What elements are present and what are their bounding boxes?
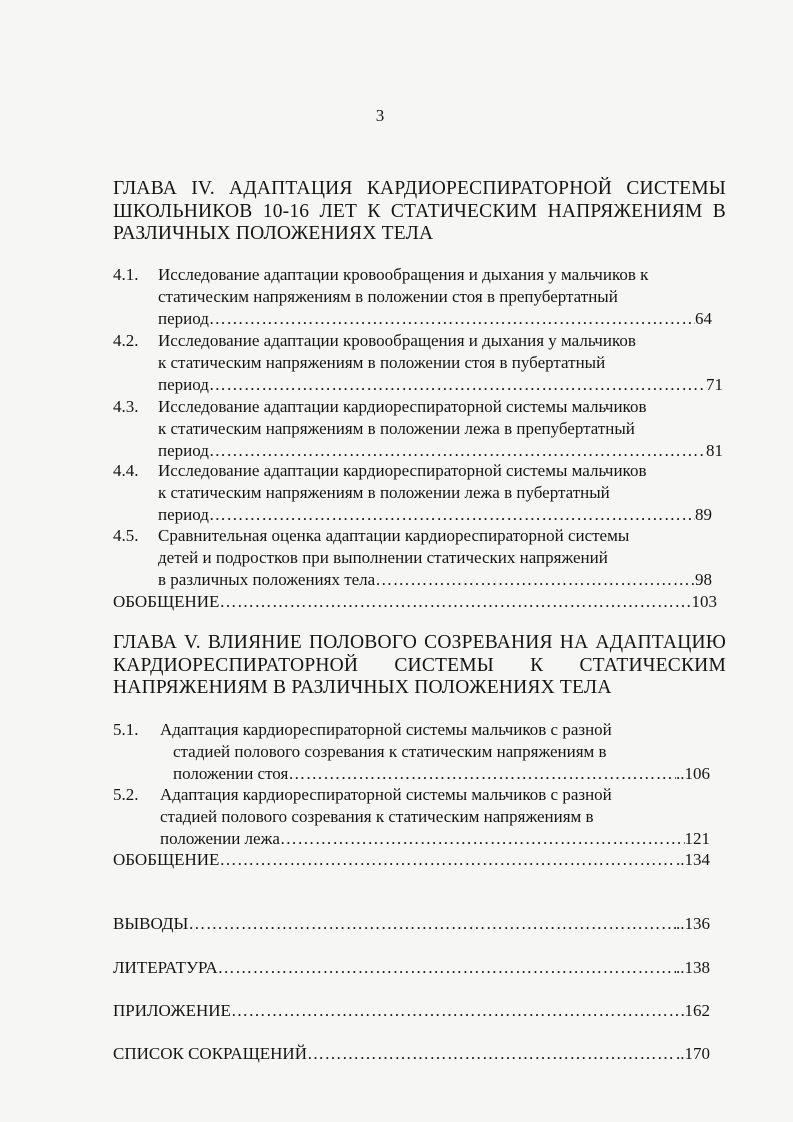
dot-leader [307,1043,676,1065]
chapter-4-title [113,178,726,246]
entry-number: 4.1. [113,265,139,284]
dot-leader [288,763,676,785]
entry-number: 4.3. [113,397,139,416]
entry-text: детей и подростков при выполнении статических напряжений [158,548,608,567]
chapter-4-title-line: ГЛАВА IV. АДАПТАЦИЯ КАРДИОРЕСПИРАТОРНОЙ СИСТЕМЫ [113,178,726,199]
page-ref: ..106 [676,764,710,783]
dot-leader [209,504,695,526]
entry-text: Адаптация кардиореспираторной системы мальчиков с разной [160,720,612,739]
page-ref: 121 [684,829,710,848]
page-ref: 81 [706,441,723,460]
entry-text: к статическим напряжениям в положении лежа в препубертатный [158,419,635,438]
back-matter-leader [113,913,710,935]
page-number: 3 [375,106,385,125]
entry-leader [160,828,710,850]
page-ref: 162 [684,1001,710,1020]
dot-leader [219,591,691,613]
page-ref: ..136 [676,914,710,933]
entry-text: статическим напряжениям в положении стоя в препубертатный [158,287,618,306]
entry-number: 4.2. [113,331,139,350]
chapter-4-title-line: ШКОЛЬНИКОВ 10-16 ЛЕТ К СТАТИЧЕСКИМ НАПРЯЖЕНИЯМ В [113,200,726,222]
page-ref: 64 [695,309,712,328]
back-matter-label: ПРИЛОЖЕНИЕ [113,1001,231,1020]
back-matter-label: СПИСОК СОКРАЩЕНИЙ [113,1044,307,1063]
entry-text: период [158,441,209,460]
back-matter-leader [113,957,710,979]
page-ref: 103 [691,592,717,611]
entry-text: Исследование адаптации кардиореспираторной системы мальчиков [158,397,647,416]
entry-text: в различных положениях тела [158,570,376,589]
dot-leader [188,913,676,935]
dot-leader [209,308,695,330]
entry-number: 5.2. [113,785,139,804]
entry-text: положении стоя [173,764,289,783]
page-ref: 89 [695,505,712,524]
entry-text: период [158,375,209,394]
entry-text: Сравнительная оценка адаптации кардиореспираторной системы [158,526,630,545]
entry-number: 4.4. [113,461,139,480]
entry-text: положении лежа [160,829,280,848]
entry-text: период [158,505,209,524]
dot-leader [219,849,676,871]
entry-text: Адаптация кардиореспираторной системы мальчиков с разной [160,785,612,804]
entry-text: Исследование адаптации кровообращения и дыхания у мальчиков к [158,265,649,284]
entry-text: к статическим напряжениям в положении лежа в пубертатный [158,483,610,502]
entry-number: 4.5. [113,526,139,545]
page-ref: .98 [690,570,712,589]
back-matter-label: ВЫВОДЫ [113,914,189,933]
back-matter-label: ЛИТЕРАТУРА [113,958,218,977]
entry-text: стадией полового созревания к статическим напряжениям в [160,807,594,826]
summary-label: ОБОБЩЕНИЕ [113,592,220,611]
summary-leader [113,849,710,871]
summary-leader [113,591,717,613]
dot-leader [231,1000,685,1022]
entry-number: 5.1. [113,720,139,739]
back-matter-leader [113,1043,710,1065]
chapter-5-title [113,632,726,700]
dot-leader [218,957,676,979]
entry-text: к статическим напряжениям в положении стоя в пубертатный [158,353,606,372]
entry-text: период [158,309,209,328]
chapter-4-title-line: РАЗЛИЧНЫХ ПОЛОЖЕНИЯХ ТЕЛА [113,223,434,244]
page-ref: ..138 [676,958,710,977]
chapter-5-title-line: НАПРЯЖЕНИЯМ В РАЗЛИЧНЫХ ПОЛОЖЕНИЯХ ТЕЛА [113,677,612,698]
summary-label: ОБОБЩЕНИЕ [113,850,220,869]
chapter-5-title-line: ГЛАВА V. ВЛИЯНИЕ ПОЛОВОГО СОЗРЕВАНИЯ НА АДАПТАЦИЮ [113,632,726,653]
dot-leader [209,374,706,396]
page-ref: ..170 [676,1044,710,1063]
entry-leader [158,504,712,526]
page-ref: ..134 [676,850,710,869]
dot-leader [280,828,685,850]
dot-leader [209,440,706,462]
dot-leader [375,569,691,591]
entry-text: Исследование адаптации кардиореспираторной системы мальчиков [158,461,647,480]
entry-leader [173,763,710,785]
entry-leader [158,308,712,330]
chapter-5-title-line: КАРДИОРЕСПИРАТОРНОЙ СИСТЕМЫ К СТАТИЧЕСКИМ [113,654,726,676]
entry-leader [158,569,712,591]
entry-leader [158,440,723,462]
back-matter-leader [113,1000,710,1022]
entry-text: Исследование адаптации кровообращения и дыхания у мальчиков [158,331,636,350]
entry-text: стадией полового созревания к статическим напряжениям в [173,742,607,761]
page-ref: 71 [706,375,723,394]
entry-leader [158,374,723,396]
